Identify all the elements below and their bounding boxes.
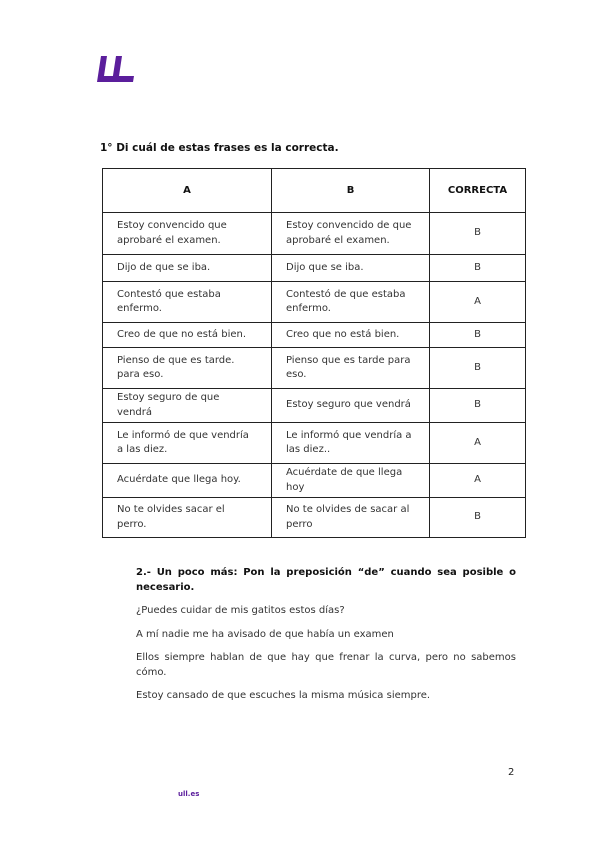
question-2 — [136, 566, 516, 713]
correct-answer: B — [430, 213, 526, 255]
table-header-row — [103, 169, 526, 213]
sentence-b: Estoy convencido de que aprobaré el examen. — [272, 213, 430, 255]
page-number: 2 — [508, 767, 515, 778]
table-row — [103, 423, 526, 464]
correct-answer: B — [430, 498, 526, 538]
sentence-b: Creo que no está bien. — [272, 323, 430, 348]
correct-answer: A — [430, 282, 526, 323]
sentence-b: Dijo que se iba. — [272, 255, 430, 282]
sentence-b: Le informó que vendría a las diez.. — [272, 423, 430, 464]
correct-answer: B — [430, 255, 526, 282]
table-row — [103, 498, 526, 538]
ull-logo-icon — [95, 52, 135, 84]
practice-sentence: ¿Puedes cuidar de mis gatitos estos días? — [136, 605, 345, 616]
sentence-a: Creo de que no está bien. — [103, 323, 272, 348]
table-row — [103, 213, 526, 255]
answer-table — [102, 168, 526, 538]
sentence-a: Le informó de que vendría a las diez. — [103, 423, 272, 464]
column-header-a: A — [103, 169, 272, 213]
sentence-a: Acuérdate que llega hoy. — [103, 464, 272, 498]
table-row — [103, 255, 526, 282]
footer-link[interactable]: ull.es — [178, 790, 200, 798]
sentence-a: Contestó que estaba enfermo. — [103, 282, 272, 323]
column-header-b: B — [272, 169, 430, 213]
correct-answer: A — [430, 423, 526, 464]
sentence-b: Pienso que es tarde para eso. — [272, 348, 430, 389]
sentence-b: Acuérdate de que llega hoy — [272, 464, 430, 498]
table-row — [103, 389, 526, 423]
sentence-a: No te olvides sacar el perro. — [103, 498, 272, 538]
table-row — [103, 464, 526, 498]
practice-sentence: Ellos siempre hablan de que hay que frenar la curva, pero no sabemos cómo. — [136, 652, 516, 678]
correct-answer: A — [430, 464, 526, 498]
correct-answer: B — [430, 389, 526, 423]
sentence-a: Dijo de que se iba. — [103, 255, 272, 282]
question-2-title — [136, 566, 516, 595]
question-1-title: 1° Di cuál de estas frases es la correcta. — [100, 142, 339, 154]
sentence-a: Estoy seguro de que vendrá — [103, 389, 272, 423]
table-row — [103, 348, 526, 389]
column-header-correct: CORRECTA — [430, 169, 526, 213]
question-2-title-text: 2.- Un poco más: Pon la preposición “de” cuando sea posible o necesario — [136, 567, 516, 593]
question-2-title-period: . — [190, 581, 195, 593]
sentence-a: Estoy convencido que aprobaré el examen. — [103, 213, 272, 255]
sentence-a: Pienso de que es tarde. para eso. — [103, 348, 272, 389]
correct-answer: B — [430, 323, 526, 348]
table-row — [103, 282, 526, 323]
correct-answer: B — [430, 348, 526, 389]
sentence-b: No te olvides de sacar al perro — [272, 498, 430, 538]
practice-sentence: A mí nadie me ha avisado de que había un examen — [136, 628, 394, 640]
table-row — [103, 323, 526, 348]
sentence-b: Contestó de que estaba enfermo. — [272, 282, 430, 323]
sentence-b: Estoy seguro que vendrá — [272, 389, 430, 423]
practice-sentence: Estoy cansado de que escuches la misma música siempre. — [136, 690, 431, 701]
